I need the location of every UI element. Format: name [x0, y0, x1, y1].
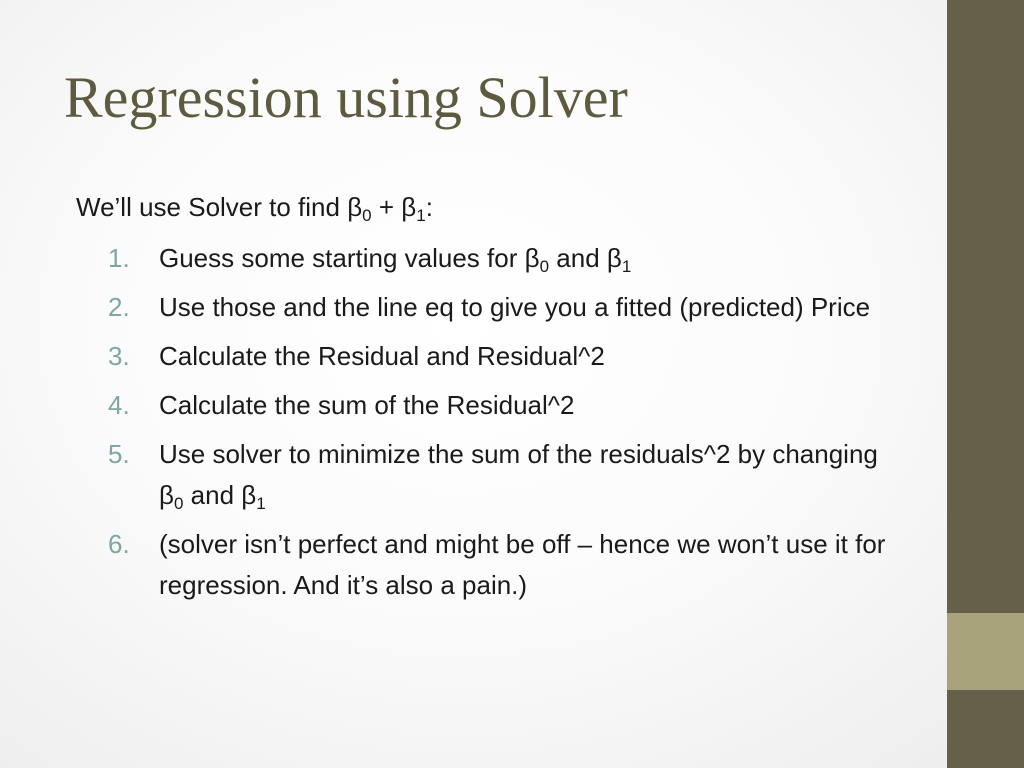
subscript: 1: [416, 206, 426, 225]
beta-symbol: β: [606, 243, 622, 273]
beta-symbol: β: [347, 192, 363, 222]
intro-text: We’ll use Solver to find: [76, 192, 348, 222]
plus-sign: +: [371, 192, 402, 222]
list-item: [108, 238, 898, 279]
list-item: [108, 336, 898, 377]
list-item: [108, 434, 898, 516]
subscript: 0: [362, 206, 372, 225]
list-item: [108, 524, 898, 606]
beta-symbol: β: [401, 192, 417, 222]
step-text: and: [549, 243, 607, 273]
step-number: 4.: [108, 390, 130, 420]
step-text: Guess some starting values for: [159, 243, 525, 273]
step-text: (solver isn’t perfect and might be off – hence we won’t use it for regression. And it’s also a pain.): [159, 529, 886, 600]
list-item: [108, 287, 898, 328]
steps-list: [108, 238, 898, 614]
step-text: Calculate the sum of the Residual^2: [159, 390, 575, 420]
step-text: Use solver to minimize the sum of the residuals^2 by changing: [159, 439, 878, 469]
slide-title: Regression using Solver: [64, 65, 628, 130]
step-number: 3.: [108, 341, 130, 371]
step-number: 2.: [108, 292, 130, 322]
intro-line: [76, 190, 433, 224]
side-decoration-accent: [947, 613, 1024, 690]
subscript: 1: [621, 257, 632, 276]
step-number: 1.: [108, 243, 130, 273]
intro-colon: :: [425, 192, 433, 222]
beta-symbol: β: [159, 480, 174, 510]
subscript: 1: [256, 494, 266, 513]
beta-symbol: β: [241, 480, 257, 510]
step-number: 5.: [108, 439, 130, 469]
step-text: Calculate the Residual and Residual^2: [159, 341, 605, 371]
subscript: 0: [173, 494, 184, 513]
beta-symbol: β: [524, 243, 540, 273]
subscript: 0: [539, 257, 550, 276]
step-text: Use those and the line eq to give you a fitted (predicted) Price: [159, 292, 871, 322]
list-item: [108, 385, 898, 426]
step-text: and: [183, 480, 242, 510]
step-number: 6.: [108, 529, 130, 559]
